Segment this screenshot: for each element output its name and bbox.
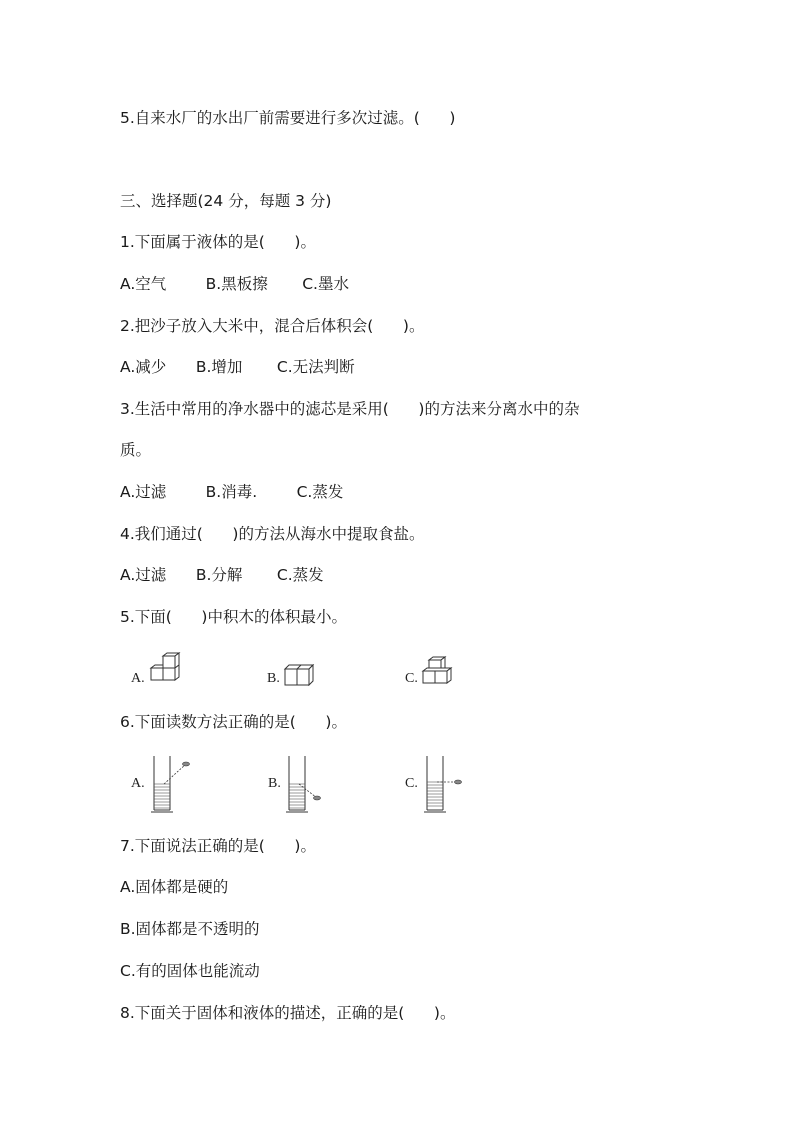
q5-option-b-cubes-image <box>283 664 317 686</box>
q6-option-c-cylinder-image <box>423 754 465 816</box>
q5-stem: 5.下面( )中积木的体积最小。 <box>120 608 347 626</box>
q6-stem: 6.下面读数方法正确的是( )。 <box>120 713 347 731</box>
q6-option-b-letter: B. <box>268 776 281 791</box>
q5-option-c-letter: C. <box>405 671 418 686</box>
q6-option-b-cylinder-image <box>285 754 327 816</box>
q5-option-c-cubes-image <box>421 652 455 688</box>
q3-stem-line1: 3.生活中常用的净水器中的滤芯是采用( )的方法来分离水中的杂 <box>120 400 580 418</box>
q3-options: A.过滤 B.消毒. C.蒸发 <box>120 483 344 501</box>
q8-stem: 8.下面关于固体和液体的描述，正确的是( )。 <box>120 1004 456 1022</box>
q6-option-a-letter: A. <box>131 776 145 791</box>
q1-stem: 1.下面属于液体的是( )。 <box>120 233 316 251</box>
q7-option-c: C.有的固体也能流动 <box>120 962 260 980</box>
q1-options: A.空气 B.黑板擦 C.墨水 <box>120 275 349 293</box>
q7-option-a: A.固体都是硬的 <box>120 878 229 896</box>
q7-stem: 7.下面说法正确的是( )。 <box>120 837 316 855</box>
q4-options: A.过滤 B.分解 C.蒸发 <box>120 566 324 584</box>
q2-stem: 2.把沙子放入大米中，混合后体积会( )。 <box>120 317 425 335</box>
q5-option-b-letter: B. <box>267 671 280 686</box>
q4-stem: 4.我们通过( )的方法从海水中提取食盐。 <box>120 525 425 543</box>
q5-option-a-cubes-image <box>149 652 183 688</box>
q3-stem-line2: 质。 <box>120 441 152 459</box>
q5-option-a-letter: A. <box>131 671 145 686</box>
q6-option-a-cylinder-image <box>150 754 192 816</box>
judge-question-5: 5.自来水厂的水出厂前需要进行多次过滤。( ) <box>120 109 456 127</box>
q7-option-b: B.固体都是不透明的 <box>120 920 260 938</box>
section-3-title: 三、选择题(24 分，每题 3 分) <box>120 192 332 210</box>
q6-option-c-letter: C. <box>405 776 418 791</box>
q2-options: A.减少 B.增加 C.无法判断 <box>120 358 355 376</box>
